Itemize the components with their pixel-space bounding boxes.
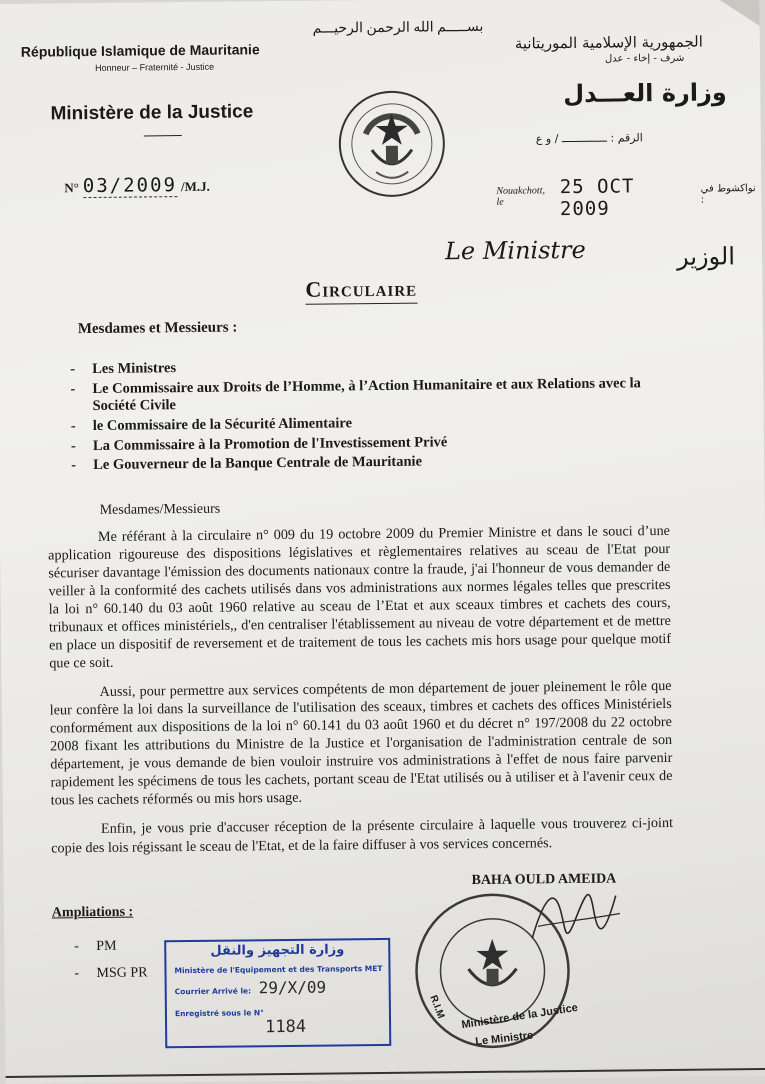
recipient-item: - le Commissaire de la Sécurité Alimentaire: [71, 412, 671, 436]
ministry-name: Ministère de la Justice: [50, 101, 254, 125]
stamp-minister-line: Le Ministre: [474, 1029, 534, 1049]
place-and-date: [496, 174, 761, 221]
date-value: 25 OCT 2009: [559, 175, 635, 221]
number-prefix: N°: [64, 180, 79, 196]
reception-stamp: [164, 938, 391, 1048]
page-corner: [714, 0, 759, 26]
place-ar: نواكشوط في :: [700, 183, 756, 206]
recipient-item: - Le Commissaire aux Droits de l’Homme, à l’Action Humanitaire et aux Relations avec la Société Civile: [70, 375, 670, 417]
footer-rule: [6, 1068, 765, 1078]
stamp-ministry-line: Ministère de la Justice: [460, 1001, 579, 1032]
national-motto: Honneur – Fraternité - Justice: [94, 61, 215, 73]
number-value: 03/2009: [82, 174, 178, 198]
ampliations-label: Ampliations :: [51, 904, 134, 921]
number-suffix: /M.J.: [180, 178, 210, 195]
handwritten-signature: [524, 877, 625, 958]
national-motto-ar: شرف - إخاء - عدل: [604, 52, 685, 65]
basmala: بســـــم الله الرحمن الرحيـــم: [312, 19, 484, 37]
le-ministre-heading: Le Ministre: [444, 235, 586, 266]
document-title: Circulaire: [305, 276, 417, 305]
body-paragraph: Me référant à la circulaire n° 009 du 19 octobre 2009 du Premier Ministre et dans le souci d’une application rigoureuse des dispositions législatives et règlementaires relatives au sceau de l'Etat pour sécuriser davantage l'émission des documents nationaux contre la fraude, j'ai l'honneur de vous demander de veiller à la conformité des cachets utilisés dans vos administrations aux normes légales telles que prescrites la loi n° 60.140 du 03 août 1960 relative au sceau de l’Etat et aux sceaux timbres et cachets des cours, tribunaux et offices ministériels,, d'en centraliser l'établissement au niveau de votre département et de mettre en place un dispositif de reversement et de traitement de tous les cachets mis hors usage pour quelque motif que ce soit.: [48, 522, 672, 672]
recipient-item: - La Commissaire à la Promotion de l'Investissement Privé: [71, 432, 671, 456]
stamp-ministry-ar: وزارة التجهيز والنقل: [210, 942, 345, 959]
stamp-arrival-row: [175, 986, 251, 996]
stamp-register-label: Enregistré sous le N°: [174, 1008, 264, 1019]
reference-ar: الرقم : ــــــــــــــ / و ع: [535, 131, 643, 146]
ampliation-item: - PM: [74, 938, 117, 955]
signer-name: BAHA OULD AMEIDA: [471, 871, 617, 889]
ampliation-text: PM: [96, 938, 117, 954]
national-emblem-seal: [335, 87, 448, 200]
recipient-list: [70, 355, 671, 477]
letter-body: [48, 522, 674, 868]
ministry-name-ar: وزارة العـــدل: [563, 78, 727, 109]
stamp-register-row: [175, 1008, 264, 1018]
greeting: Mesdames et Messieurs :: [77, 319, 238, 338]
republic-name-ar: الجمهورية الإسلامية الموريتانية: [514, 32, 703, 53]
stamp-ministry-fr: Ministère de l'Equipement et des Transports MET: [174, 963, 383, 976]
ampliations-list: [74, 932, 148, 987]
body-paragraph: Aussi, pour permettre aux services compétents de mon département de jouer pleinement le rôle que leur confère la loi dans la surveillance de l'utilisation des sceaux, timbres et cachets des offices Ministériels conformément aux dispositions de la loi n° 60.141 du 03 août 1960 et du décret n° 197/2008 du 22 octobre 2008 fixant les attributions du Ministre de la Justice et l'organisation de l'administration centrale de son département, je vous demande de bien vouloir instruire vos administrations à l'effet de nous faire parvenir rapidement les spécimens de tous les cachets, portant sceau de l'Etat utilisés ou à utiliser et à l'avenir ceux de tous les cachets réformés ou mis hors usage.: [49, 678, 673, 809]
recipient-item: - Le Gouverneur de la Banque Centrale de Mauritanie: [71, 451, 671, 475]
republic-name: République Islamique de Mauritanie: [20, 41, 260, 60]
stamp-arrival-label: Courrier Arrivé le:: [174, 986, 252, 997]
wazir-heading-ar: الوزير: [676, 242, 736, 271]
stamp-register-number: 1184: [264, 1016, 307, 1038]
place-fr: Nouakchott, le: [496, 185, 546, 208]
circular-number: [64, 174, 210, 199]
ampliation-item: - MSG PR: [74, 965, 148, 982]
body-paragraph: Enfin, je vous prie d'accuser réception de la présente circulaire à laquelle vous trouverez ci-joint copie des lois régissant le sceau de l'Etat, et de la faire diffuser à vos services concernés.: [51, 815, 674, 856]
stamp-arrival-date: 29/X/09: [258, 977, 327, 998]
ampliation-text: MSG PR: [96, 965, 148, 981]
header-divider: [144, 135, 182, 136]
recipient-item: - Les Ministres: [70, 355, 670, 379]
salutation: Mesdames/Messieurs: [99, 501, 221, 518]
stamp-rim: R.I.M: [427, 993, 447, 1021]
